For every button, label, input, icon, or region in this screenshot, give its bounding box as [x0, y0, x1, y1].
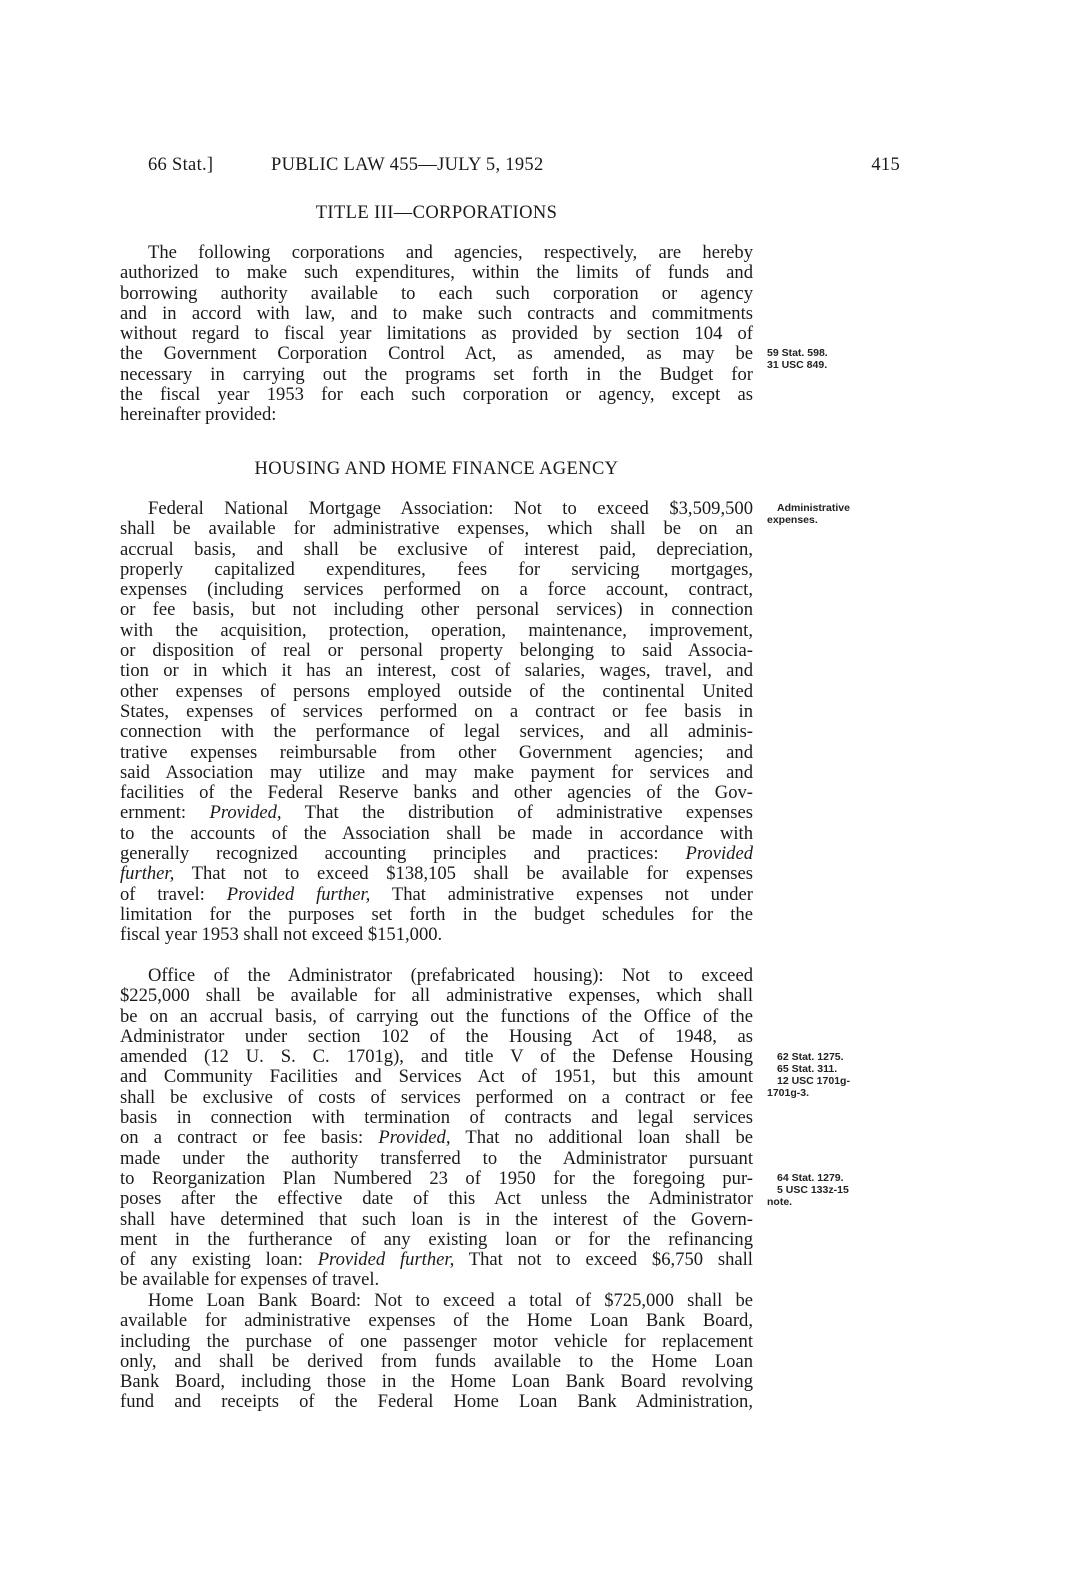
text-line: available for administrative expenses of the Home Loan Bank Board,: [120, 1310, 753, 1332]
text-line: hereinafter provided:: [120, 404, 277, 426]
text-line: poses after the effective date of this Act unless the Administrator: [120, 1188, 753, 1210]
text-line: authorized to make such expenditures, within the limits of funds and: [120, 262, 753, 284]
title-heading: TITLE III—CORPORATIONS: [315, 203, 558, 223]
text-line: The following corporations and agencies, respectively, are hereby: [148, 242, 753, 263]
margin-citation-59-stat: 59 Stat. 598. 31 USC 849.: [767, 347, 828, 371]
text-line: shall be exclusive of costs of services performed on a contract or fee: [120, 1086, 753, 1108]
text-line: Federal National Mortgage Association: Not to exceed $3,509,500: [148, 498, 753, 519]
text-line: shall have determined that such loan is in the interest of the Govern-: [120, 1208, 753, 1230]
administrator-paragraph: [120, 966, 753, 1291]
running-header: [148, 155, 900, 177]
text-line: Office of the Administrator (prefabricated housing): Not to exceed: [148, 965, 753, 986]
text-line: the Government Corporation Control Act, as amended, as may be: [120, 343, 753, 365]
text-line: be on an accrual basis, of carrying out the functions of the Office of the: [120, 1005, 753, 1027]
text-line: amended (12 U. S. C. 1701g), and title V of the Defense Housing: [120, 1046, 753, 1068]
text-line: without regard to fiscal year limitations as provided by section 104 of: [120, 323, 753, 345]
margin-citation-62-stat: 62 Stat. 1275. 65 Stat. 311. 12 USC 1701g- 1701g-3.: [767, 1051, 850, 1099]
text-line: expenses (including services performed on a force account, contract,: [120, 579, 753, 601]
home-loan-bank-board-paragraph: [120, 1291, 753, 1413]
text-line: States, expenses of services performed on a contract or fee basis in: [120, 700, 753, 722]
text-line: on a contract or fee basis: Provided, That no additional loan shall be: [120, 1127, 754, 1149]
text-line: ernment: Provided, That the distribution of administrative expenses: [120, 802, 753, 824]
text-line: or disposition of real or personal property belonging to said Associa-: [120, 640, 753, 662]
text-line: properly capitalized expenditures, fees for servicing mortgages,: [120, 558, 753, 580]
intro-paragraph: [120, 243, 753, 426]
text-line: and Community Facilities and Services Act of 1951, but this amount: [120, 1066, 753, 1088]
text-line: ment in the furtherance of any existing loan or for the refinancing: [120, 1228, 753, 1250]
text-line: $225,000 shall be available for all administrative expenses, which shall: [120, 985, 753, 1007]
text-line: and in accord with law, and to make such contracts and commitments: [120, 302, 753, 324]
text-line: of any existing loan: Provided further, That not to exceed $6,750 shall: [120, 1249, 753, 1271]
margin-citation-64-stat: 64 Stat. 1279. 5 USC 133z-15 note.: [767, 1172, 849, 1208]
text-line: other expenses of persons employed outside of the continental United: [120, 680, 753, 702]
text-line: trative expenses reimbursable from other Government agencies; and: [120, 741, 753, 763]
statute-volume: 66 Stat.]: [148, 155, 214, 175]
text-line: only, and shall be derived from funds available to the Home Loan: [120, 1350, 753, 1372]
text-line: borrowing authority available to each such corporation or agency: [120, 282, 753, 304]
text-line: limitation for the purposes set forth in the budget schedules for the: [120, 903, 753, 925]
page-number: 415: [871, 155, 900, 175]
text-line: be available for expenses of travel.: [120, 1269, 380, 1291]
text-line: Bank Board, including those in the Home Loan Bank Board revolving: [120, 1371, 753, 1393]
text-line: made under the authority transferred to the Administrator pursuant: [120, 1147, 753, 1169]
text-line: accrual basis, and shall be exclusive of interest paid, depreciation,: [120, 538, 753, 560]
text-line: connection with the performance of legal services, and all adminis-: [120, 721, 753, 743]
text-line: to the accounts of the Association shall be made in accordance with: [120, 822, 753, 844]
text-line: tion or in which it has an interest, cost of salaries, wages, travel, and: [120, 660, 753, 682]
text-line: or fee basis, but not including other personal services) in connection: [120, 599, 753, 621]
text-line: necessary in carrying out the programs set forth in the Budget for: [120, 363, 753, 385]
text-line: said Association may utilize and may make payment for services and: [120, 761, 753, 783]
text-line: Home Loan Bank Board: Not to exceed a total of $725,000 shall be: [148, 1290, 753, 1311]
text-line: facilities of the Federal Reserve banks and other agencies of the Gov-: [120, 782, 753, 804]
text-line: fund and receipts of the Federal Home Loan Bank Administration,: [120, 1391, 753, 1413]
text-line: to Reorganization Plan Numbered 23 of 1950 for the foregoing pur-: [120, 1167, 753, 1189]
text-line: fiscal year 1953 shall not exceed $151,000.: [120, 924, 443, 946]
text-line: basis in connection with termination of contracts and legal services: [120, 1107, 753, 1129]
text-line: shall be available for administrative expenses, which shall be on an: [120, 518, 753, 540]
text-line: Administrator under section 102 of the Housing Act of 1948, as: [120, 1025, 753, 1047]
text-line: of travel: Provided further, That administrative expenses not under: [120, 883, 753, 905]
text-line: further, That not to exceed $138,105 shall be available for expenses: [120, 863, 753, 885]
law-title: PUBLIC LAW 455—JULY 5, 1952: [271, 155, 544, 175]
margin-note-administrative-expenses: Administrative expenses.: [767, 502, 850, 526]
section-heading: HOUSING AND HOME FINANCE AGENCY: [254, 459, 619, 479]
fnma-paragraph: [120, 499, 753, 946]
text-line: the fiscal year 1953 for each such corporation or agency, except as: [120, 384, 753, 406]
text-line: generally recognized accounting principles and practices: Provided: [120, 843, 753, 865]
text-line: with the acquisition, protection, operation, maintenance, improvement,: [120, 619, 753, 641]
text-line: including the purchase of one passenger motor vehicle for replacement: [120, 1330, 753, 1352]
